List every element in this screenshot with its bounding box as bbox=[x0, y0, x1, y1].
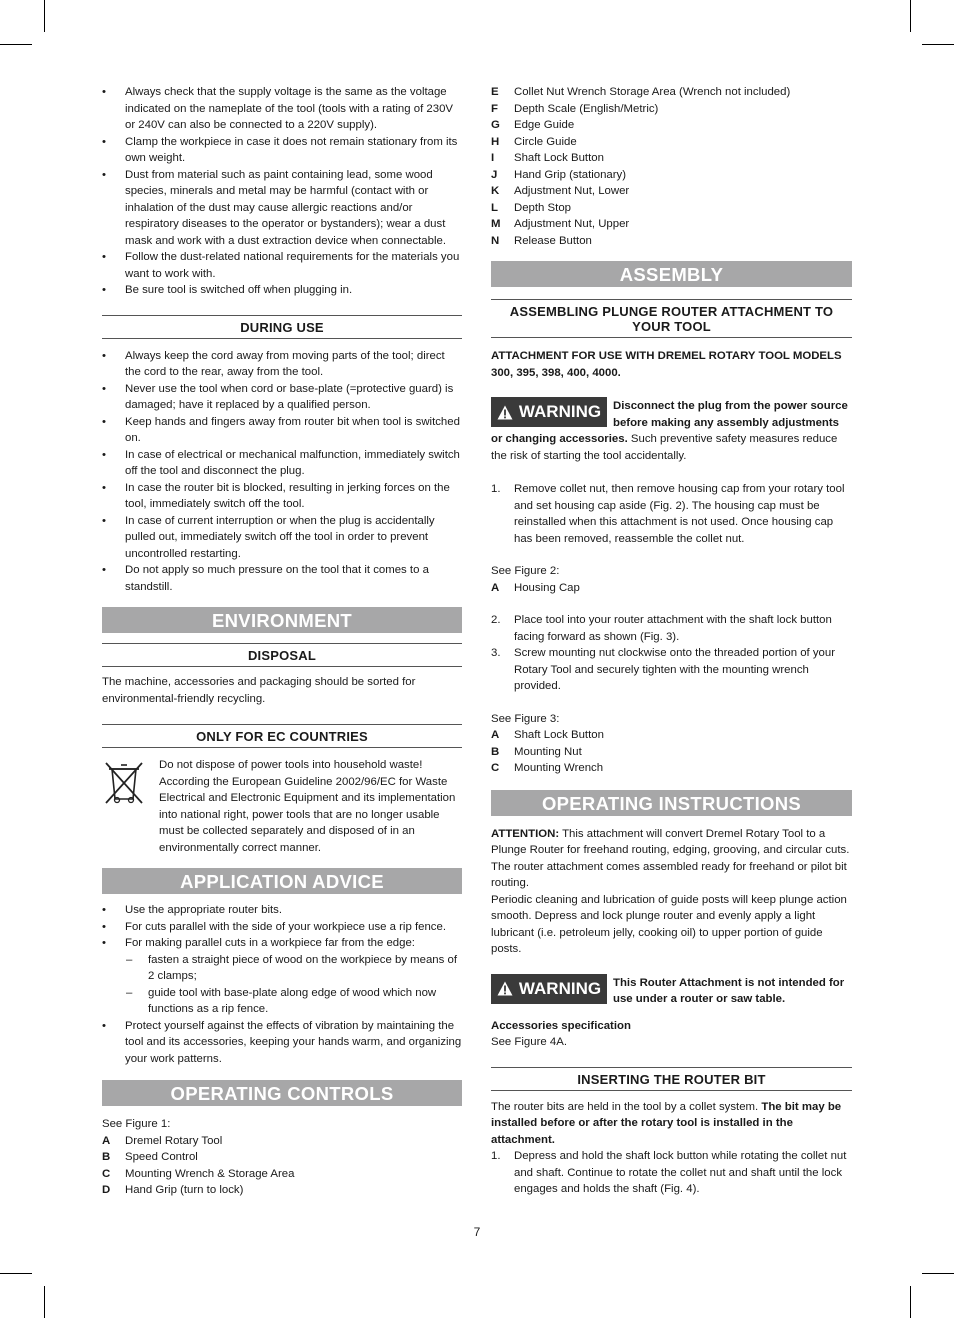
list-item: K Adjustment Nut, Lower bbox=[491, 185, 630, 197]
warning-badge bbox=[491, 974, 607, 1004]
list-item: • Always keep the cord away from moving parts of the tool; direct the cord to the rear, away from the tool. bbox=[102, 348, 462, 381]
list-item: F Depth Scale (English/Metric) bbox=[491, 102, 659, 115]
warning-triangle-icon bbox=[497, 405, 513, 420]
list-item: E Collet Nut Wrench Storage Area (Wrench not included) bbox=[491, 86, 791, 98]
list-item: 3. Screw mounting nut clockwise onto the threaded portion of your Rotary Tool and securely tighten with the mounting wrench provided. bbox=[491, 647, 836, 692]
operating-controls-heading: OPERATING CONTROLS bbox=[102, 1080, 462, 1106]
disposal-text: The machine, accessories and packaging should be sorted for environmental-friendly recycling. bbox=[102, 676, 416, 705]
see-figure-1: See Figure 1: bbox=[102, 1118, 171, 1130]
accessories-heading: Accessories specification bbox=[491, 1019, 631, 1032]
warning-text: This Router Attachment is not intended for use under a router or saw table. bbox=[613, 976, 845, 1005]
list-item: • Use the appropriate router bits. bbox=[102, 902, 462, 919]
list-item: N Release Button bbox=[491, 234, 592, 247]
list-item: • In case of current interruption or when the plug is accidentally pulled out, immediately switch off the tool in order to prevent uncontrolled restarting. bbox=[102, 513, 462, 563]
warning-text: Such preventive safety measures reduce the risk of starting the tool accidentally. bbox=[491, 433, 838, 462]
see-figure-2: See Figure 2: bbox=[491, 565, 560, 577]
during-use-heading: DURING USE bbox=[102, 315, 462, 339]
ec-text: Do not dispose of power tools into household waste! According the European Guideline 2002/96/EC for Waste Electrical and Electronic Equipment and its implementation into national right, power tools that are no longer usable must be collected separately and disposed of in an environmentally correct manner. bbox=[159, 759, 456, 854]
inserting-bit-paragraph: The router bits are held in the tool by a collet system. The bit may be installed before or after the rotary tool is installed in the attachment. bbox=[491, 1100, 842, 1146]
warning-bold-text: Disconnect the plug from the power source before making any assembly adjustments or changing accessories. bbox=[491, 400, 848, 445]
list-item: I Shaft Lock Button bbox=[491, 152, 604, 164]
left-column bbox=[102, 84, 462, 1199]
warning-label: WARNING bbox=[518, 402, 602, 421]
crop-mark bbox=[910, 1286, 911, 1318]
see-figure-3: See Figure 3: bbox=[491, 712, 560, 725]
attention-paragraph: ATTENTION: This attachment will convert Dremel Rotary Tool to a Plunge Router for freehand routing, edging, grooving, and circular cuts. The router attachment comes assembled ready for freehand or pilot bit routing. bbox=[491, 827, 850, 889]
assembly-warning bbox=[491, 398, 852, 464]
list-item: C Mounting Wrench & Storage Area bbox=[102, 1167, 295, 1180]
crossed-bin-icon bbox=[102, 757, 159, 856]
list-item: • Keep hands and fingers away from router bit when tool is switched on. bbox=[102, 414, 462, 447]
list-item: – fasten a straight piece of wood on the workpiece by means of 2 clamps; bbox=[102, 952, 462, 985]
crop-mark bbox=[922, 44, 954, 45]
list-item: B Speed Control bbox=[102, 1151, 198, 1163]
warning-triangle-icon bbox=[497, 981, 513, 996]
list-item bbox=[102, 935, 462, 952]
inserting-bit-steps bbox=[491, 1148, 852, 1198]
disposal-heading: DISPOSAL bbox=[102, 643, 462, 667]
assembly-steps-cont bbox=[491, 612, 852, 695]
during-use-list bbox=[102, 348, 462, 596]
environment-heading: ENVIRONMENT bbox=[102, 607, 462, 633]
assembly-steps bbox=[491, 481, 852, 547]
warning-label: WARNING bbox=[518, 978, 602, 998]
list-item: A Housing Cap bbox=[491, 581, 580, 594]
crop-mark bbox=[44, 1286, 45, 1318]
list-item: • Dust from material such as paint containing lead, some wood species, minerals and metal may be harmful (contact with or inhalation of the dust may cause allergic reactions and/or respiratory diseases to the operator or bystanders); wear a dust mask and work with a dust extraction device when connectable. bbox=[102, 167, 462, 250]
right-column bbox=[491, 84, 852, 1198]
list-item: 2. Place tool into your router attachment with the shaft lock button facing forward as shown (Fig. 3). bbox=[491, 614, 832, 643]
list-item: L Depth Stop bbox=[491, 201, 571, 214]
list-item: B Mounting Nut bbox=[491, 745, 582, 758]
list-item: • Protect yourself against the effects of vibration by maintaining the tool and its accessories, keeping your hands warm, and organizing your work patterns. bbox=[102, 1018, 462, 1068]
assembly-heading: ASSEMBLY bbox=[491, 261, 852, 287]
see-figure-4a: See Figure 4A. bbox=[491, 1036, 567, 1048]
dash-list bbox=[102, 952, 462, 1018]
list-item: • In case of electrical or mechanical malfunction, immediately switch off the tool and disconnect the plug. bbox=[102, 447, 462, 480]
list-item: J Hand Grip (stationary) bbox=[491, 168, 627, 181]
inserting-bit-heading: INSERTING THE ROUTER BIT bbox=[491, 1067, 852, 1091]
list-item: G Edge Guide bbox=[491, 119, 575, 131]
list-item: 1. Remove collet nut, then remove housing cap from your rotary tool and set housing cap aside (Fig. 2). The housing cap must be reinstalled when this attachment is not used. Once housing cap has been removed, reassemble the collet nut. bbox=[491, 483, 845, 545]
list-item: • For cuts parallel with the side of your workpiece use a rip fence. bbox=[102, 919, 462, 936]
models-text: ATTACHMENT FOR USE WITH DREMEL ROTARY TOOL MODELS 300, 395, 398, 400, 4000. bbox=[491, 350, 842, 379]
list-item: D Hand Grip (turn to lock) bbox=[102, 1184, 244, 1196]
assembly-subheading: ASSEMBLING PLUNGE ROUTER ATTACHMENT TO YOUR TOOL bbox=[491, 299, 852, 338]
application-advice-list-cont bbox=[102, 1018, 462, 1068]
crop-mark bbox=[0, 1273, 32, 1274]
list-item: • Never use the tool when cord or base-plate (=protective guard) is damaged; have it replaced by a qualified person. bbox=[102, 381, 462, 414]
router-table-warning bbox=[491, 975, 852, 1008]
list-item: • In case the router bit is blocked, resulting in jerking forces on the tool, immediately switch off the tool. bbox=[102, 480, 462, 513]
list-item: • Be sure tool is switched off when plugging in. bbox=[102, 282, 462, 299]
crop-mark bbox=[910, 0, 911, 32]
application-advice-list bbox=[102, 902, 462, 952]
ec-countries-heading: ONLY FOR EC COUNTRIES bbox=[102, 724, 462, 748]
crop-mark bbox=[44, 0, 45, 32]
list-item: M Adjustment Nut, Upper bbox=[491, 218, 630, 230]
list-item: • Follow the dust-related national requirements for the materials you want to work with. bbox=[102, 249, 462, 282]
list-item: 1. Depress and hold the shaft lock button while rotating the collet nut and shaft. Continue to rotate the collet nut and shaft until the lock engages and holds the shaft (Fig. 4). bbox=[491, 1150, 847, 1195]
crop-mark bbox=[922, 1273, 954, 1274]
page-number: 7 bbox=[473, 1225, 481, 1239]
cleaning-paragraph: Periodic cleaning and lubrication of guide posts will keep plunge action smooth. Depress and lock plunge router and evenly apply a light lubricant (i.e. petroleum jelly, cooking oil) to upper portion of guide posts. bbox=[491, 893, 847, 955]
list-item: – guide tool with base-plate along edge of wood which now functions as a rip fence. bbox=[102, 985, 462, 1018]
list-item: H Circle Guide bbox=[491, 135, 577, 148]
application-advice-heading: APPLICATION ADVICE bbox=[102, 868, 462, 894]
ec-block bbox=[102, 757, 462, 856]
list-item: A Shaft Lock Button bbox=[491, 729, 604, 741]
list-item-text: For making parallel cuts in a workpiece far from the edge: bbox=[125, 937, 415, 949]
operating-instructions-heading: OPERATING INSTRUCTIONS bbox=[491, 790, 852, 816]
list-item: • Clamp the workpiece in case it does not remain stationary from its own weight. bbox=[102, 134, 462, 167]
warning-badge bbox=[491, 397, 607, 427]
list-item: A Dremel Rotary Tool bbox=[102, 1134, 223, 1147]
list-item: C Mounting Wrench bbox=[491, 762, 604, 774]
crop-mark bbox=[0, 44, 32, 45]
list-item: • Do not apply so much pressure on the tool that it comes to a standstill. bbox=[102, 562, 462, 595]
safety-bullet-list bbox=[102, 84, 462, 299]
list-item: • Always check that the supply voltage is the same as the voltage indicated on the nameplate of the tool (tools with a rating of 230V or 240V can also be connected to a 220V supply). bbox=[102, 84, 462, 134]
